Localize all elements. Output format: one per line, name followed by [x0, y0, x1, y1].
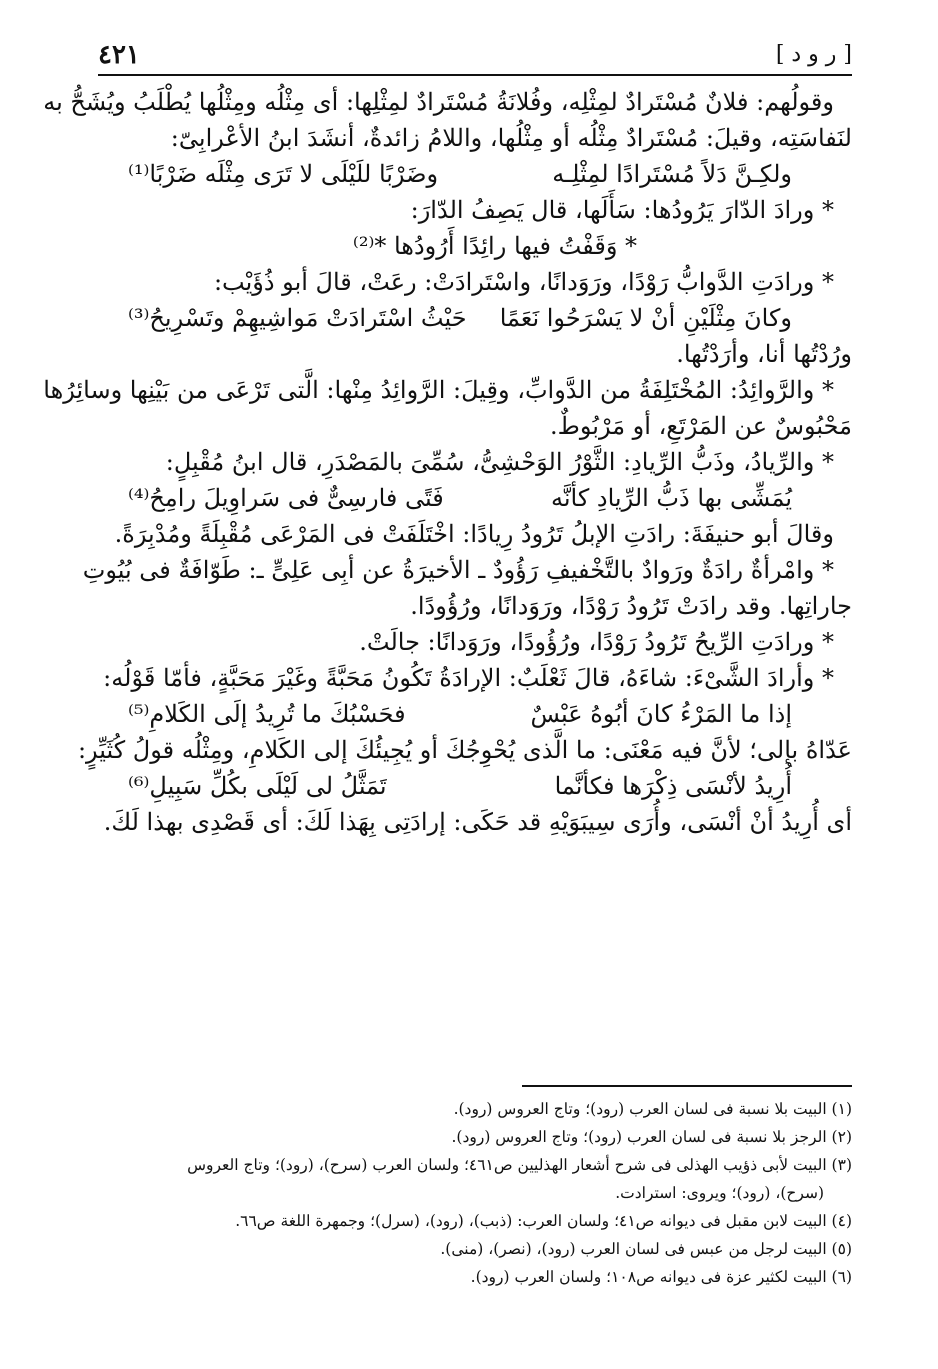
- verse-first-half: وكانَ مِثْلَيْنِ أنْ لا يَسْرَحُوا نَعَمًا: [499, 304, 792, 332]
- page-number: ٤٢١: [98, 40, 140, 70]
- footnote: (٥) البيت لرجل من عبس فى لسان العرب (رود)، (نصر)، (منى).: [440, 1240, 852, 1258]
- verse-second-half: فَتًى فارسِىٌّ فى سَراوِيلَ رامِحُ⁽⁴⁾: [128, 484, 444, 512]
- entry-line: * وأرادَ الشَّىْءَ: شاءَهُ، قالَ ثَعْلَبٌ: الإرادَةُ تَكُونُ مَحَبَّةً وغَيْرَ مَحَبَّةٍ، فأمّا قَوْلُه:: [103, 664, 834, 692]
- verse-second-half: تَمَثَّلُ لى لَيْلَى بكُلِّ سَبِيلِ⁽⁶⁾: [128, 772, 387, 800]
- verse-second-half: فحَسْبُكَ ما تُرِيدُ إلَى الكَلامِ⁽⁵⁾: [128, 700, 406, 728]
- verse-first-half: ولكِـنَّ دَلاً مُسْتَرادًا لمِثْلِـه: [552, 160, 792, 188]
- footnote-continuation: (سرح)، (رود)؛ ويروى: استرادت.: [615, 1184, 824, 1202]
- text-line: جاراتِها. وقد رادَتْ تَرُودُ رَوْدًا، ورَوَدانًا، ورُؤُودًا.: [410, 592, 852, 620]
- footnote: (١) البيت بلا نسبة فى لسان العرب (رود)؛ وتاج العروس (رود).: [453, 1100, 852, 1118]
- entry-line: * والرِّيادُ، وذَبُّ الرِّيادِ: الثَّوْرُ الوَحْشِىُّ، سُمِّىَ بالمَصْدَرِ، قال ابنُ مُقْبِلٍ:: [165, 448, 834, 476]
- text-line: مَحْبُوسٌ عن المَرْتَعِ، أو مَرْبُوطٌ.: [550, 412, 852, 440]
- verse-second-half: وضَرْبًا للَيْلَى لا تَرَى مِثْلَه ضَرْبًا⁽¹⁾: [128, 160, 439, 188]
- text-line: ورُدْتُها أنا، وأرَدْتُها.: [676, 340, 852, 368]
- verse: [98, 300, 852, 336]
- entry-line: * وامْرأةٌ رادَةٌ ورَوادٌ بالتَّخْفيفِ رَؤُودٌ ـ الأخيرَةُ عن أبِى عَلِىٍّ ـ: طَوّافَةٌ فى بُيُوتِ: [82, 556, 834, 584]
- main-text: [43, 84, 852, 840]
- verse: [98, 156, 852, 192]
- footnote-separator: [522, 1085, 852, 1087]
- footnotes: [98, 1095, 852, 1291]
- footnote: (٤) البيت لابن مقبل فى ديوانه ص٤١؛ ولسان العرب: (ذبب)، (رود)، (سرل)؛ وجمهرة اللغة ص٦٦.: [235, 1212, 852, 1230]
- footnote: (٣) البيت لأبى ذؤيب الهذلى فى شرح أشعار الهذليين ص٤٦١؛ ولسان العرب (سرح)، (رود)؛ وتاج العروس: [187, 1156, 852, 1174]
- text-line: أى أُرِيدُ أنْ أنْسَى، وأُرَى سِيبَوَيْهِ قد حَكَى: إرادَتِى بِهَذا لَكَ: أى قَصْدِى بهذا لَكَ.: [103, 808, 852, 836]
- text-line: لنَفاسَتِه، وقيلَ: مُسْتَرادٌ مِثْلُه أو مِثْلُها، واللامُ زائدةٌ، أنشَدَ ابنُ الأعْرابِىّ:: [170, 124, 852, 152]
- entry-line: * ورادَ الدّارَ يَرُودُها: سَأَلَها، قال يَصِفُ الدّارَ:: [410, 196, 834, 224]
- entry-line: * والرَّوائِدُ: المُخْتَلِفَةُ من الدَّوابِّ، وقِيلَ: الرَّوائِدُ مِنْها: الَّتى تَرْعَى من بَيْنِها وسائِرُها: [43, 376, 834, 404]
- entry-line: * ورادَتِ الدَّوابُّ رَوْدًا، ورَوَدانًا، واسْتَرادَتْ: رعَتْ، قالَ أبو ذُؤَيْب:: [213, 268, 834, 296]
- text-line: وقولُهم: فلانٌ مُسْتَرادٌ لمِثْلِه، وفُلانَةُ مُسْتَرادٌ لمِثْلِها: أى مِثْلُه ومِثْلُها يُطْلَبُ ويُشَحُّ به: [43, 88, 834, 116]
- page-header: [98, 40, 852, 76]
- entry-line: * ورادَتِ الرِّيحُ تَرُودُ رَوْدًا، ورُؤُودًا، ورَوَدانًا: جالَتْ.: [359, 628, 834, 656]
- verse-second-half: حَيْثُ اسْتَرادَتْ مَواشِيهِمْ وتَسْرِيحُ⁽³⁾: [128, 304, 467, 332]
- text-line: وقالَ أبو حنيفَةَ: رادَتِ الإبلُ تَرُودُ رِيادًا: اخْتَلَفَتْ فى المَرْعَى مُقْبِلَةً ومُدْبِرَةً.: [114, 520, 834, 548]
- footnote: (٢) الرجز بلا نسبة فى لسان العرب (رود)؛ وتاج العروس (رود).: [451, 1128, 852, 1146]
- root-heading: [ ر و د ]: [775, 42, 852, 67]
- verse-first-half: يُمَشِّى بها ذَبُّ الرِّيادِ كأنَّه: [550, 484, 792, 512]
- footnote: (٦) البيت لكثير عزة فى ديوانه ص١٠٨؛ ولسان العرب (رود).: [470, 1268, 852, 1286]
- verse: [98, 768, 852, 804]
- text-line: عَدّاهُ بإلى؛ لأنَّ فيه مَعْنَى: ما الَّذى يُحْوِجُكَ أو يُجِيئُكَ إلى الكَلامِ، ومِثْلُه قولُ كُثَيِّرٍ:: [77, 736, 852, 764]
- verse-first-half: إذا ما المَرْءُ كانَ أبُوهُ عَبْسٌ: [530, 700, 792, 728]
- verse: [98, 480, 852, 516]
- verse-first-half: أُرِيدُ لأنْسَى ذِكْرَها فكأنَّما: [554, 772, 792, 800]
- verse: [98, 696, 852, 732]
- rajaz-line: * وَقَفْتُ فيها رائِدًا أَرُودُها *⁽²⁾: [352, 232, 638, 260]
